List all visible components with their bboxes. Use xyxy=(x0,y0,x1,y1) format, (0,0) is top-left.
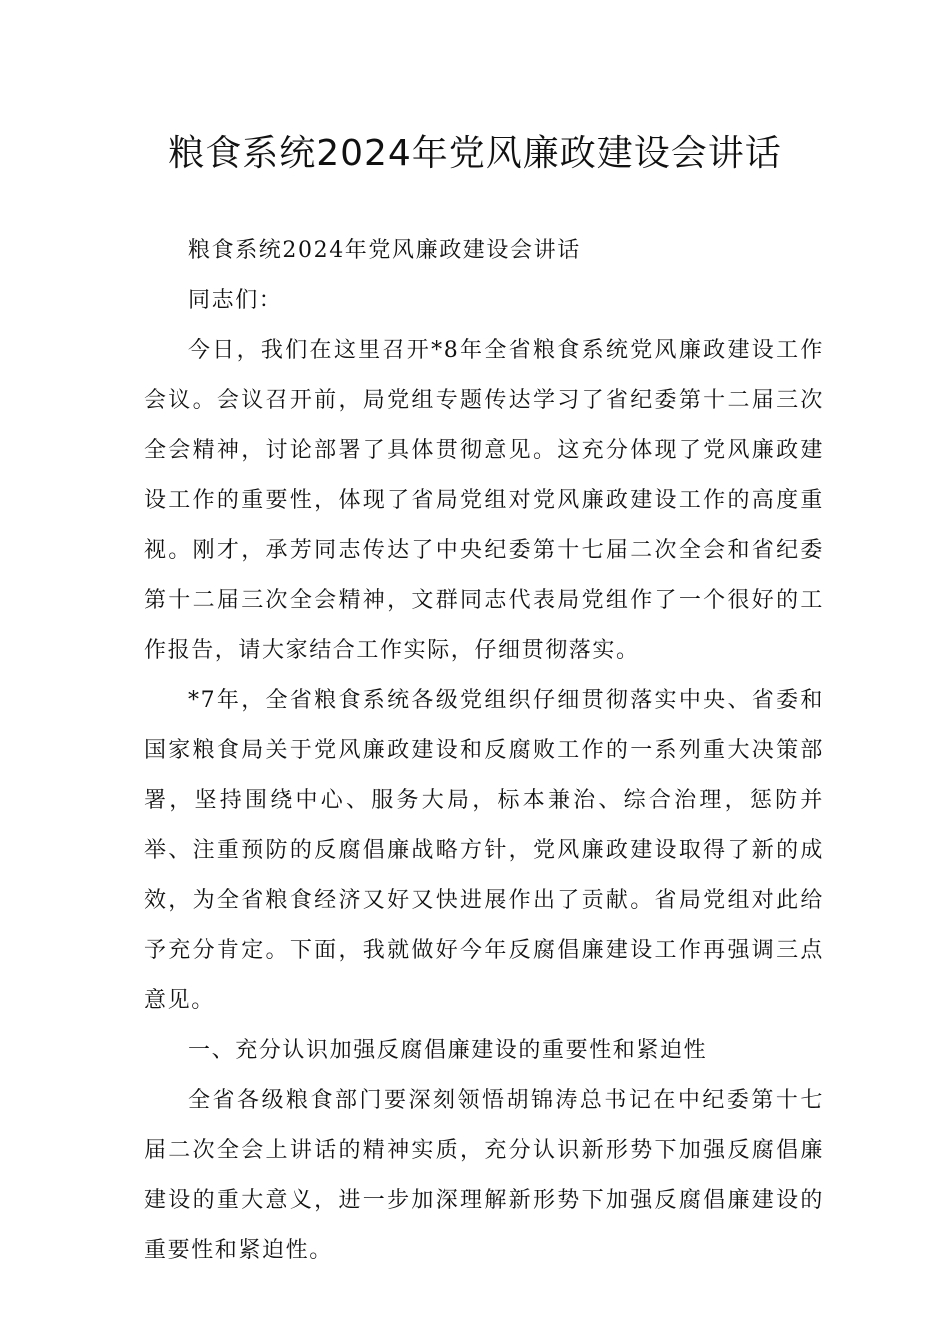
document-body xyxy=(144,226,824,1276)
paragraph-section-1: 全省各级粮食部门要深刻领悟胡锦涛总书记在中纪委第十七届二次全会上讲话的精神实质，充分认识新形势下加强反腐倡廉建设的重大意义，进一步加深理解新形势下加强反腐倡廉建设的重要性和紧迫性。 xyxy=(144,1088,824,1263)
paragraph-salutation: 同志们： xyxy=(188,288,283,313)
section-heading-1: 一、充分认识加强反腐倡廉建设的重要性和紧迫性 xyxy=(188,1038,708,1063)
paragraph-opening: 今日，我们在这里召开*8年全省粮食系统党风廉政建设工作会议。会议召开前，局党组专题传达学习了省纪委第十二届三次全会精神，讨论部署了具体贯彻意见。这充分体现了党风廉政建设工作的重要性，体现了省局党组对党风廉政建设工作的高度重视。刚才，承芳同志传达了中央纪委第十七届二次全会和省纪委第十二届三次全会精神，文群同志代表局党组作了一个很好的工作报告，请大家结合工作实际，仔细贯彻落实。 xyxy=(144,338,824,663)
document-title: 粮食系统2024年党风廉政建设会讲话 xyxy=(168,133,782,174)
paragraph-review: *7年，全省粮食系统各级党组织仔细贯彻落实中央、省委和国家粮食局关于党风廉政建设和反腐败工作的一系列重大决策部署，坚持围绕中心、服务大局，标本兼治、综合治理，惩防并举、注重预防的反腐倡廉战略方针，党风廉政建设取得了新的成效，为全省粮食经济又好又快进展作出了贡献。省局党组对此给予充分肯定。下面，我就做好今年反腐倡廉建设工作再强调三点意见。 xyxy=(144,688,824,1013)
paragraph-subtitle: 粮食系统2024年党风廉政建设会讲话 xyxy=(188,238,581,263)
